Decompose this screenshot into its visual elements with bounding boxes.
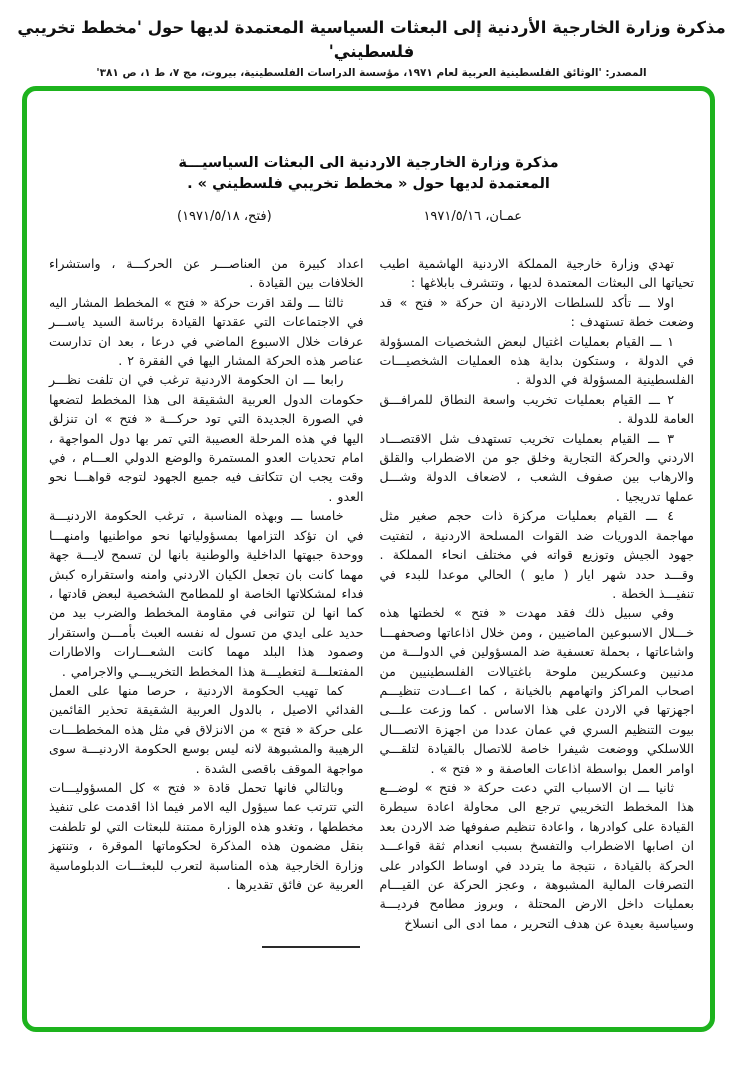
paragraph: ثالثا ـــ ولقد اقرت حركة « فتح » المخطط المشار اليه في الاجتماعات التي عقدتها القيادة برئاسة السيد ياســـر عرفات خلال الاسبوع الماضي في درعا ، بعد ان تدارست عناصر هذه الحركة المشار اليها في الفقرة ٢ .	[49, 294, 364, 369]
paragraph: اولا ـــ تأكد للسلطات الاردنية ان حركة « فتح » قد وضعت خطة تستهدف :	[379, 294, 694, 330]
paragraph: تهدي وزارة خارجية المملكة الاردنية الهاشمية اطيب تحياتها الى البعثات المعتمدة لديها ، وتتشرف بابلاغها :	[379, 256, 694, 291]
column-right	[380, 254, 695, 948]
column-left	[49, 254, 364, 948]
paragraph: ٣ ـــ القيام بعمليات تخريب تستهدف شل الاقتصـــاد الاردني والحركة التجارية وخلق جو من الاضطراب والقلق والارهاب بين صفوف الشعب ، لاضعاف الدولة وشـــل عملها تدريجيا .	[379, 430, 694, 504]
paragraph: ٤ ـــ القيام بعمليات مركزة ذات حجم صغير مثل مهاجمة الدوريات ضد القوات المسلحة الاردنية ، لتفتيت جهود الجيش وتوزيع قواته في مختلف انحاء المملكة . وقـــد حدد شهر ايار ( مايو ) الحالي موعدا للبدء في تنفيـــذ الخطة .	[379, 508, 694, 601]
date-place: عمـان، ١٩٧١/٥/١٦	[423, 209, 522, 224]
paragraph: خامسا ـــ وبهذه المناسبة ، ترغب الحكومة الاردنيـــة في ان تؤكد التزامها بمسؤولياتها نحو مواطنيها وامنهـــا ووحدة جبهتها الداخلية والوطنية بانها لن تسمح لايـــة جهة مهما كانت بان تجعل الكيان الاردني وامنه واستقراره كبش فداء لمشكلاتها الخاصة او للمطامح الشخصية لبعض قادتها ، كما انها لن تتوانى في مقاومة المخطط والضرب بيد من حديد على ايدي من تسول له نفسه العبث بأمـــن واستقرار وصمود هذا البلد مهما كانت الشعـــارات والاطارات المفتعلـــة لتغطيـــة هذا المخطط التخريبـــي والاجرامي .	[49, 508, 364, 679]
page-header	[0, 0, 743, 82]
document-title-line1: مذكرة وزارة الخارجية الاردنية الى البعثات السياسيـــة	[178, 155, 559, 171]
document-title	[27, 153, 710, 195]
document-frame	[22, 86, 715, 1032]
paragraph: ثانيا ـــ ان الاسباب التي دعت حركة « فتح » لوضـــع هذا المخطط التخريبي ترجع الى محاولة اعادة سيطرة القيادة على كوادرها ، واعادة تنظيم صفوفها ضد الاردن بعد ان اصابها الاضطراب والتفسخ بسبب انعدام ثقة قواعـــد الحركة بالقيادة ، نتيجة ما يتردد في اوساط الكوادر على التصرفات المالية المشبوهة ، وعجز الحركة عن القيـــام بعمليات داخل الارض المحتلة ، وبروز مطامح فرديـــة وسياسية بعيدة عن هدف التحرير ، مما ادى الى انسلاخ	[379, 779, 694, 931]
page-title: مذكرة وزارة الخارجية الأردنية إلى البعثات السياسية المعتمدة لديها حول 'مخطط تخريبي فلسطيني'	[17, 18, 726, 61]
paragraph: اعداد كبيرة من العناصـــر عن الحركـــة ، واستشراء الخلافات بين القيادة .	[49, 256, 364, 291]
date-row	[27, 195, 710, 224]
paragraph: وبالتالي فانها تحمل قادة « فتح » كل المسؤوليـــات التي تترتب عما سيؤول اليه الامر فيما اذا اقدمت على تنفيذ مخططها ، وتغدو هذه الوزارة ممتنة للبعثات التي لو تلطفت بنقل مضمون هذه المذكرة لحكوماتها الموقرة ، وتنتهز وزارة الخارجية هذه المناسبة لتعرب للبعثـــات الدبلوماسية العربية عن فائق تقديرها .	[49, 779, 364, 892]
paragraph: وفي سبيل ذلك فقد مهدت « فتح » لخطتها هذه خـــلال الاسبوعين الماضيين ، ومن خلال اذاعاتها وصحفهـــا واشاعاتها ، بحملة تعسفية ضد المسؤولين في الدولـــة من مدنيين وعسكريين ملوحة باغتيالات الفلسطينيين من اصحاب المراكز واتهامهم بالخيانة ، كما اعـــادت تنظيـــم اجهزتها في الاردن على هذا الاساس . كما وزعت علـــى بيوت التنظيم السري في عمان عددا من اجهزة الاتصـــال اللاسلكي ووضعت شيفرا خاصة للاتصال بالقيادة لتلقـــي اوامر العمل بواسطة اذاعات العاصفة و « فتح » .	[379, 605, 694, 776]
paragraph: كما تهيب الحكومة الاردنية ، حرصا منها على العمل الفدائي الاصيل ، بالدول العربية الشقيقة تحذير القائمين على حركة « فتح » من الانزلاق في مثل هذه المخططـــات الرهيبة والمشبوهة لانه ليس بوسع الحكومة الاردنيـــة سوى مواجهة الموقف باقصى الشدة .	[49, 682, 364, 776]
paragraph: ٢ ـــ القيام بعمليات تخريب واسعة النطاق للمرافـــق العامة للدولة .	[379, 391, 694, 427]
text-columns	[27, 224, 710, 948]
footnote-rule	[262, 946, 360, 948]
paragraph: رابعا ـــ ان الحكومة الاردنية ترغب في ان تلفت نظـــر حكومات الدول العربية الشقيقة الى هذا المخطط لتضعها في الصورة الجديدة التي تود حركـــة « فتح » ان تنزلق اليها في هذه المرحلة العصيبة التي تمر بها دول المواجهة ، امام تحديات العدو المستمرة والوضع الدولي العـــام ، في وقت يجب ان تتكاتف فيه جميع الجهود لتوجه قواهـــا نحو العدو .	[49, 372, 364, 504]
document-title-line2: المعتمدة لديها حول « مخطط تخريبي فلسطيني » .	[187, 176, 550, 192]
paragraph: ١ ـــ القيام بعمليات اغتيال لبعض الشخصيات المسؤولة في الدولة ، وستكون بداية هذه العمليات الشخصيـــات الفلسطينية المسؤولة في الدولة .	[379, 333, 694, 388]
source-citation: المصدر: 'الوثائق الفلسطينية العربية لعام ١٩٧١، مؤسسة الدراسات الفلسطينية، بيروت، مج ٧، ط ١، ص ٣٨١'	[96, 67, 647, 79]
date-source: (فتح، ١٩٧١/٥/١٨)	[177, 209, 272, 224]
